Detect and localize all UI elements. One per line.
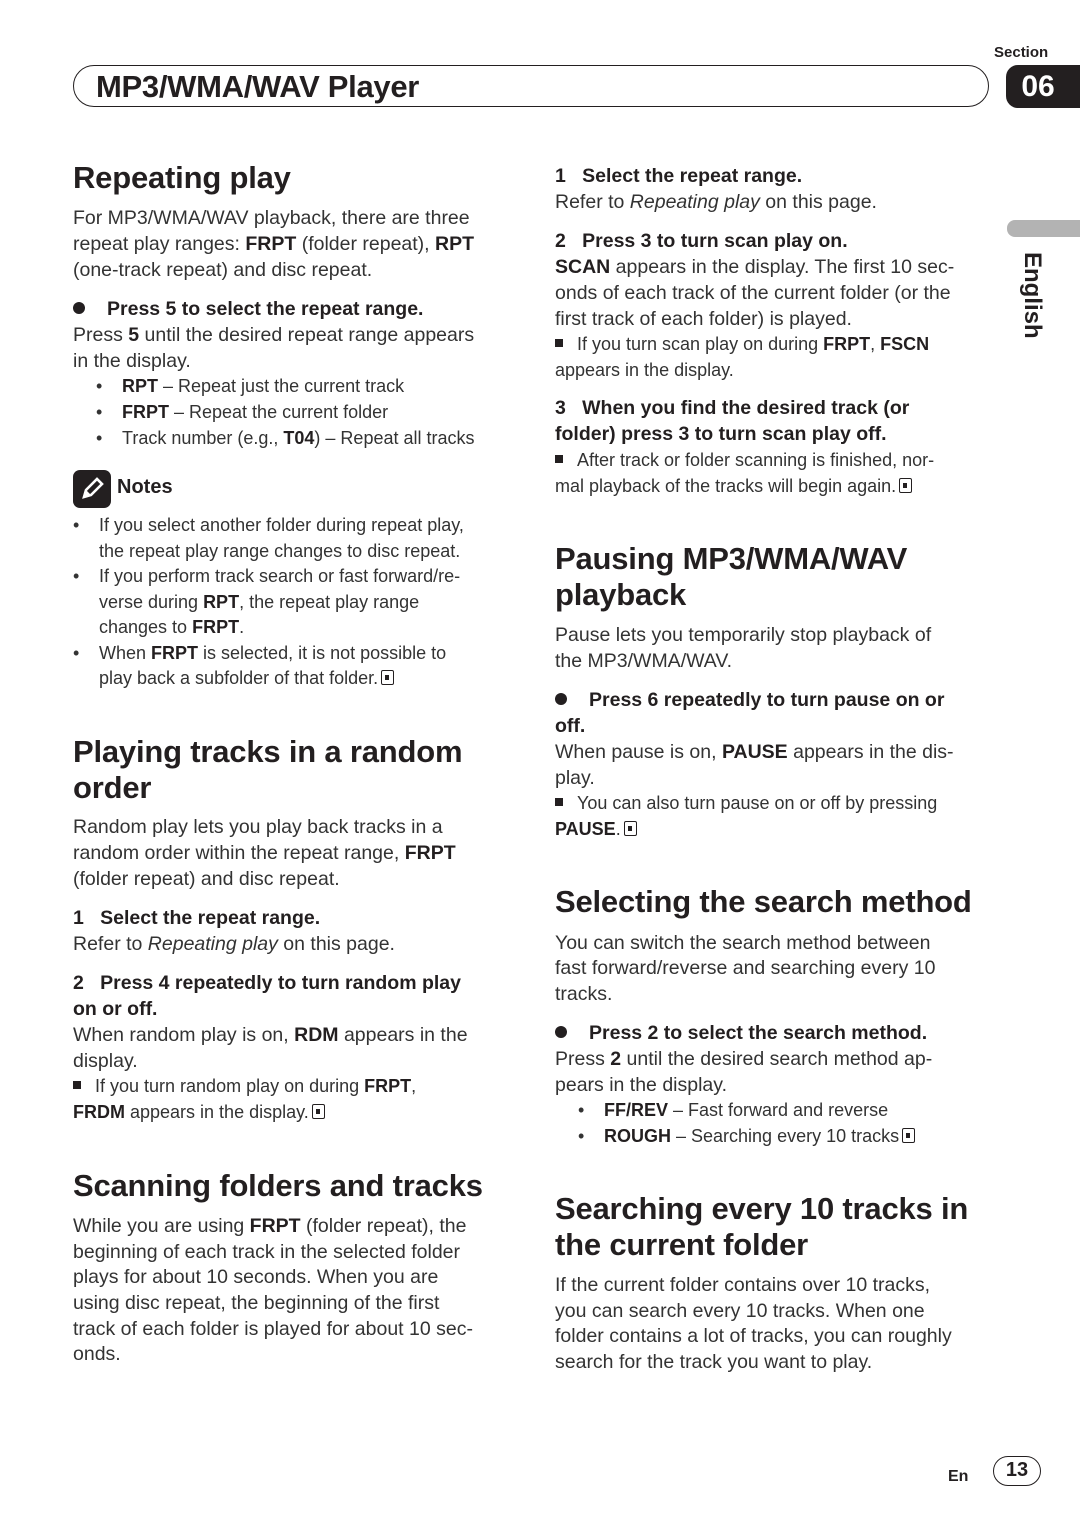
heading-every-10: Searching every 10 tracks in — [555, 1191, 969, 1226]
note-item-cont: the repeat play range changes to disc repeat. — [99, 541, 461, 561]
every10-line: If the current folder contains over 10 tracks, — [555, 1274, 931, 1296]
heading-repeating-play: Repeating play — [73, 160, 291, 195]
note-item-cont: verse during RPT, the repeat play range — [99, 592, 420, 612]
scan-step-3: 3 When you find the desired track (or — [555, 397, 910, 419]
note-item: • When FRPT is selected, it is not possible to — [73, 643, 447, 663]
pause-note-cont: PAUSE. — [555, 817, 637, 843]
footer-lang-code: En — [948, 1468, 969, 1485]
list-item: • ROUGH – Searching every 10 tracks — [578, 1124, 915, 1150]
random-note-cont: FRDM appears in the display. — [73, 1100, 325, 1126]
heading-search-method: Selecting the search method — [555, 884, 972, 919]
search-intro-3: tracks. — [555, 983, 613, 1005]
list-item: • FRPT – Repeat the current folder — [96, 402, 389, 422]
random-step-2-cont: on or off. — [73, 998, 158, 1020]
search-desc-2: pears in the display. — [555, 1074, 727, 1096]
bullet-dot-icon — [555, 693, 567, 705]
scan-line: While you are using FRPT (folder repeat), the — [73, 1215, 467, 1237]
pause-desc-1: When pause is on, PAUSE appears in the dis- — [555, 741, 954, 763]
pause-intro-2: the MP3/WMA/WAV. — [555, 650, 732, 672]
repeat-step: Press 5 to select the repeat range. — [73, 297, 423, 323]
scan-step-3-cont: folder) press 3 to turn scan play off. — [555, 423, 887, 445]
search-desc-1: Press 2 until the desired search method ap- — [555, 1048, 933, 1070]
section-number: 06 — [1006, 65, 1080, 108]
random-desc-2: display. — [73, 1050, 138, 1072]
note-item-cont: play back a subfolder of that folder. — [99, 666, 394, 692]
random-ref: Refer to Repeating play on this page. — [73, 933, 395, 955]
repeat-intro-2: repeat play ranges: FRPT (folder repeat), RPT — [73, 233, 475, 255]
random-intro-3: (folder repeat) and disc repeat. — [73, 868, 340, 890]
list-item: • FF/REV – Fast forward and reverse — [578, 1100, 889, 1120]
pause-note: You can also turn pause on or off by pressing — [555, 791, 937, 817]
search-intro-2: fast forward/reverse and searching every 10 — [555, 957, 936, 979]
notes-pencil-icon — [73, 470, 111, 508]
random-note: If you turn random play on during FRPT, — [73, 1074, 416, 1100]
list-item: • Track number (e.g., T04) – Repeat all tracks — [96, 428, 475, 448]
scan-note-2-cont: mal playback of the tracks will begin again. — [555, 474, 912, 500]
scan-line: plays for about 10 seconds. When you are — [73, 1266, 439, 1288]
scan-desc-1: SCAN appears in the display. The first 10 sec- — [555, 256, 955, 278]
repeat-intro-1: For MP3/WMA/WAV playback, there are three — [73, 207, 470, 229]
language-label: English — [1019, 252, 1046, 339]
scan-note-2: After track or folder scanning is finished, nor- — [555, 448, 934, 474]
every10-line: folder contains a lot of tracks, you can roughly — [555, 1325, 952, 1347]
note-item-cont: changes to FRPT. — [99, 617, 245, 637]
pause-desc-2: play. — [555, 767, 595, 789]
end-mark-icon — [624, 821, 637, 836]
scan-desc-3: first track of each folder) is played. — [555, 308, 852, 330]
scan-line: using disc repeat, the beginning of the first — [73, 1292, 440, 1314]
note-item: • If you perform track search or fast forward/re- — [73, 566, 461, 586]
section-label: Section — [994, 44, 1049, 61]
scan-line: onds. — [73, 1343, 121, 1365]
list-item: • RPT – Repeat just the current track — [96, 376, 405, 396]
notes-label: Notes — [117, 476, 173, 498]
pause-step: Press 6 repeatedly to turn pause on or — [555, 688, 944, 714]
note-square-icon — [555, 798, 563, 806]
random-step-2: 2 Press 4 repeatedly to turn random play — [73, 972, 461, 994]
every10-line: search for the track you want to play. — [555, 1351, 873, 1373]
heading-every-10-2: the current folder — [555, 1227, 809, 1262]
heading-random: Playing tracks in a random — [73, 734, 463, 769]
search-intro-1: You can switch the search method between — [555, 932, 931, 954]
heading-pausing-2: playback — [555, 577, 687, 612]
page-title: MP3/WMA/WAV Player — [96, 69, 420, 104]
random-intro-1: Random play lets you play back tracks in a — [73, 816, 443, 838]
repeat-desc-1: Press 5 until the desired repeat range appears — [73, 324, 475, 346]
random-step-1: 1 Select the repeat range. — [73, 907, 321, 929]
note-square-icon — [555, 339, 563, 347]
scan-step-1: 1 Select the repeat range. — [555, 165, 803, 187]
end-mark-icon — [899, 478, 912, 493]
end-mark-icon — [902, 1128, 915, 1143]
page-number: 13 — [993, 1456, 1041, 1486]
scan-note-cont: appears in the display. — [555, 360, 734, 380]
scan-line: beginning of each track in the selected folder — [73, 1241, 461, 1263]
heading-scanning: Scanning folders and tracks — [73, 1168, 483, 1203]
repeat-desc-2: in the display. — [73, 350, 191, 372]
heading-random-2: order — [73, 770, 152, 805]
bullet-dot-icon — [555, 1026, 567, 1038]
end-mark-icon — [312, 1104, 325, 1119]
scan-step-2: 2 Press 3 to turn scan play on. — [555, 230, 848, 252]
heading-pausing: Pausing MP3/WMA/WAV — [555, 541, 908, 576]
scan-line: track of each folder is played for about 10 sec- — [73, 1318, 473, 1340]
note-square-icon — [73, 1081, 81, 1089]
end-mark-icon — [381, 670, 394, 685]
pause-intro-1: Pause lets you temporarily stop playback of — [555, 624, 932, 646]
random-desc-1: When random play is on, RDM appears in the — [73, 1024, 468, 1046]
every10-line: you can search every 10 tracks. When one — [555, 1300, 925, 1322]
pause-step-cont: off. — [555, 715, 586, 737]
random-intro-2: random order within the repeat range, FRPT — [73, 842, 456, 864]
scan-desc-2: onds of each track of the current folder (or the — [555, 282, 951, 304]
repeat-intro-3: (one-track repeat) and disc repeat. — [73, 259, 373, 281]
search-step: Press 2 to select the search method. — [555, 1021, 927, 1047]
note-item: • If you select another folder during repeat play, — [73, 515, 464, 535]
bullet-dot-icon — [73, 302, 85, 314]
scan-note: If you turn scan play on during FRPT, FSCN — [555, 332, 929, 358]
scan-ref: Refer to Repeating play on this page. — [555, 191, 877, 213]
language-tab — [1007, 220, 1080, 237]
note-square-icon — [555, 455, 563, 463]
